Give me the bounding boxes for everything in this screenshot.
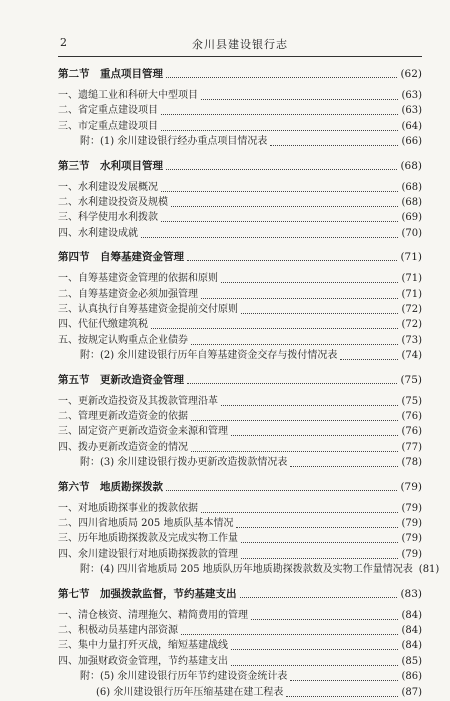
toc-page-number: (79) (401, 502, 422, 514)
toc-page-number: (79) (400, 480, 422, 493)
toc-entry-text: 附：(2) 氽川建设银行历年自筹基建资金交存与拨付情况表 (80, 350, 338, 362)
dot-leader (241, 549, 398, 559)
dot-leader (241, 533, 398, 543)
dot-leader (251, 610, 398, 620)
toc-page-number: (73) (401, 334, 422, 346)
toc-entry-text: (6) 氽川建设银行历年压缩基建在建工程表 (96, 686, 284, 698)
toc-entry (58, 685, 422, 701)
toc-entry-text: 第五节 更新改造资金管理 (58, 373, 184, 386)
dot-leader (290, 671, 398, 681)
toc-entry-text: 二、积极动员基建内部资源 (58, 625, 178, 636)
toc-entry-text: 附：(3) 氽川建设银行拨办更新改造拨款情况表 (80, 457, 288, 469)
toc-entry (58, 180, 422, 196)
book-title: 氽川县建设银行志 (192, 38, 288, 51)
toc-page-number: (66) (401, 136, 422, 148)
dot-leader (241, 304, 398, 314)
toc-entry-text: 第六节 地质勘探拨款 (58, 480, 163, 493)
toc-page-number: (70) (401, 227, 422, 239)
toc-entry (58, 287, 422, 303)
toc-entry (58, 516, 422, 532)
toc-section (58, 158, 422, 174)
toc-entry-text: 四、水利建设成就 (58, 227, 138, 239)
toc-entry (58, 348, 422, 364)
toc-entry (58, 440, 422, 456)
toc-section (58, 372, 422, 388)
dot-leader (231, 426, 398, 436)
dot-leader (181, 625, 398, 635)
toc-entry (58, 547, 422, 563)
toc-entry-text: 四、加强财政资金管理，节约基建支出 (58, 655, 228, 667)
dot-leader (236, 518, 398, 528)
toc-entry (58, 455, 422, 471)
toc-entry-text: 附：(5) 氽川建设银行历年节约建设资金统计表 (80, 671, 288, 683)
toc-entry-text: 四、代征代缴建筑税 (58, 319, 148, 331)
dot-leader (166, 160, 397, 170)
dot-leader (166, 68, 397, 78)
toc-page-number: (76) (401, 426, 422, 438)
toc-page-number: (81) (418, 564, 440, 576)
dot-leader (221, 273, 398, 283)
page-number: 2 (60, 36, 67, 49)
toc-page-number: (87) (401, 686, 422, 698)
toc-entry-text: 五、按规定认购重点企业债券 (58, 334, 188, 346)
dot-leader (240, 588, 398, 598)
toc-section (58, 479, 422, 495)
toc-entry-text: 二、水利建设投资及规模 (58, 197, 168, 208)
toc-page-number: (79) (401, 518, 422, 529)
toc-entry (58, 562, 440, 578)
toc-entry-text: 三、历年地质勘探拨款及完成实物工作量 (58, 533, 238, 545)
dot-leader (231, 656, 398, 666)
toc-entry-text: 二、自筹基建资金必须加强管理 (58, 288, 198, 300)
dot-leader (270, 136, 398, 146)
dot-leader (191, 335, 398, 345)
toc-page-number: (71) (401, 273, 422, 285)
toc-entry (58, 88, 422, 104)
toc-entry (58, 103, 422, 119)
toc-entry (58, 531, 422, 547)
toc-page-number: (86) (401, 671, 422, 683)
toc-entry (58, 271, 422, 287)
toc-entry (58, 608, 422, 624)
toc-page-number: (84) (401, 625, 422, 636)
toc-entry (58, 119, 422, 135)
toc-page-number: (74) (401, 350, 422, 362)
toc-entry-text: 一、自筹基建资金管理的依据和原则 (58, 273, 218, 285)
page-header (58, 36, 422, 54)
dot-leader (201, 90, 398, 100)
toc-page-number: (79) (401, 548, 422, 560)
toc-entry-text: 一、水利建设发展概况 (58, 181, 158, 193)
toc-entry (58, 195, 422, 211)
toc-entry (58, 333, 422, 349)
toc-entry-text: 三、科学使用水利拨款 (58, 212, 158, 224)
toc-page-number: (69) (401, 212, 422, 224)
toc-entry (58, 638, 422, 654)
toc-entry (58, 424, 422, 440)
toc-page-number: (77) (401, 441, 422, 453)
toc-entry-text: 附：(4) 四川省地质局 205 地质队历年地质勘探拨款数及实物工作量情况表 (80, 564, 413, 576)
dot-leader (166, 481, 397, 491)
dot-leader (191, 411, 398, 421)
dot-leader (286, 687, 398, 697)
toc-entry (58, 669, 422, 685)
toc-page-number: (68) (401, 197, 422, 208)
dot-leader (161, 121, 398, 131)
dot-leader (201, 289, 398, 299)
dot-leader (191, 442, 398, 452)
dot-leader (161, 212, 398, 222)
toc-entry (58, 302, 422, 318)
dot-leader (201, 503, 398, 513)
toc-entry (58, 654, 422, 670)
toc-page-number: (84) (401, 609, 422, 621)
toc-page-number: (72) (401, 319, 422, 331)
toc-entry-text: 第七节 加强拨款监督，节约基建支出 (58, 587, 237, 600)
toc-entry-text: 二、四川省地质局 205 地质队基本情况 (58, 518, 234, 529)
toc-entry-text: 第二节 重点项目管理 (58, 68, 163, 80)
dot-leader (141, 228, 398, 238)
toc-page-number: (79) (401, 533, 422, 545)
toc-section (58, 249, 422, 265)
dot-leader (290, 457, 398, 467)
toc-entry-text: 第四节 自筹基建资金管理 (58, 251, 184, 264)
dot-leader (187, 374, 397, 384)
dot-leader (161, 105, 398, 115)
toc-entry (58, 226, 422, 242)
toc-entry (58, 409, 422, 425)
toc-page-number: (71) (401, 288, 422, 300)
toc-entry (58, 394, 422, 410)
toc-entry (58, 134, 422, 150)
toc-page-number: (68) (400, 159, 422, 172)
toc-page-number: (72) (401, 304, 422, 315)
toc-entry-text: 二、省定重点建设项目 (58, 105, 158, 117)
header-rule (58, 56, 422, 57)
dot-leader (187, 251, 397, 261)
toc-entry (58, 501, 422, 517)
toc-page-number: (63) (401, 90, 422, 101)
toc-entry-text: 一、遗缒工业和科研大中型项目 (58, 90, 198, 101)
toc-entry-text: 第三节 水利项目管理 (58, 159, 163, 172)
toc-entry-text: 三、集中力量打歼灭战，缩短基建战线 (58, 640, 228, 652)
dot-leader (161, 182, 398, 192)
dot-leader (171, 197, 398, 207)
toc-entry-text: 三、市定重点建设项目 (58, 120, 158, 132)
toc-page-number: (62) (400, 68, 422, 80)
toc-entry (58, 210, 422, 226)
dot-leader (231, 640, 398, 650)
dot-leader (340, 350, 398, 360)
toc-page-number: (78) (401, 457, 422, 469)
toc-entry (58, 623, 422, 639)
toc-entry-text: 一、对地质勘探事业的拨款依据 (58, 502, 198, 514)
toc-entry-text: 三、认真执行自筹基建资金提前交付原则 (58, 304, 238, 315)
toc-page-number: (84) (401, 640, 422, 652)
toc-page-number: (83) (400, 587, 422, 600)
toc-page-number: (68) (401, 181, 422, 193)
toc-entry (58, 317, 422, 333)
toc-entry-text: 四、拨办更新改造资金的情况 (58, 441, 188, 453)
toc-page-number: (64) (401, 120, 422, 132)
toc-page-number: (71) (400, 251, 422, 264)
toc-entry-text: 附：(1) 氽川建设银行经办重点项目情况表 (80, 136, 268, 148)
toc-section (58, 66, 422, 82)
dot-leader (151, 319, 398, 329)
toc-page-number: (75) (400, 373, 422, 386)
toc-page-number: (85) (401, 655, 422, 667)
toc-entry-text: 二、管理更新改造资金的依据 (58, 411, 188, 422)
dot-leader (221, 396, 398, 406)
toc-entry-text: 四、氽川建设银行对地质勘探拨款的管理 (58, 548, 238, 560)
toc-entry-text: 一、更新改造投资及其拨款管理沿革 (58, 395, 218, 407)
toc-page-number: (75) (401, 395, 422, 407)
toc-entry-text: 三、固定资产更新改造资金来源和管理 (58, 426, 228, 438)
toc-entry-text: 一、清仓核资、清理拖欠、精简费用的管理 (58, 609, 248, 621)
toc-section (58, 586, 422, 602)
toc-page-number: (63) (401, 105, 422, 117)
toc-page-number: (76) (401, 411, 422, 422)
